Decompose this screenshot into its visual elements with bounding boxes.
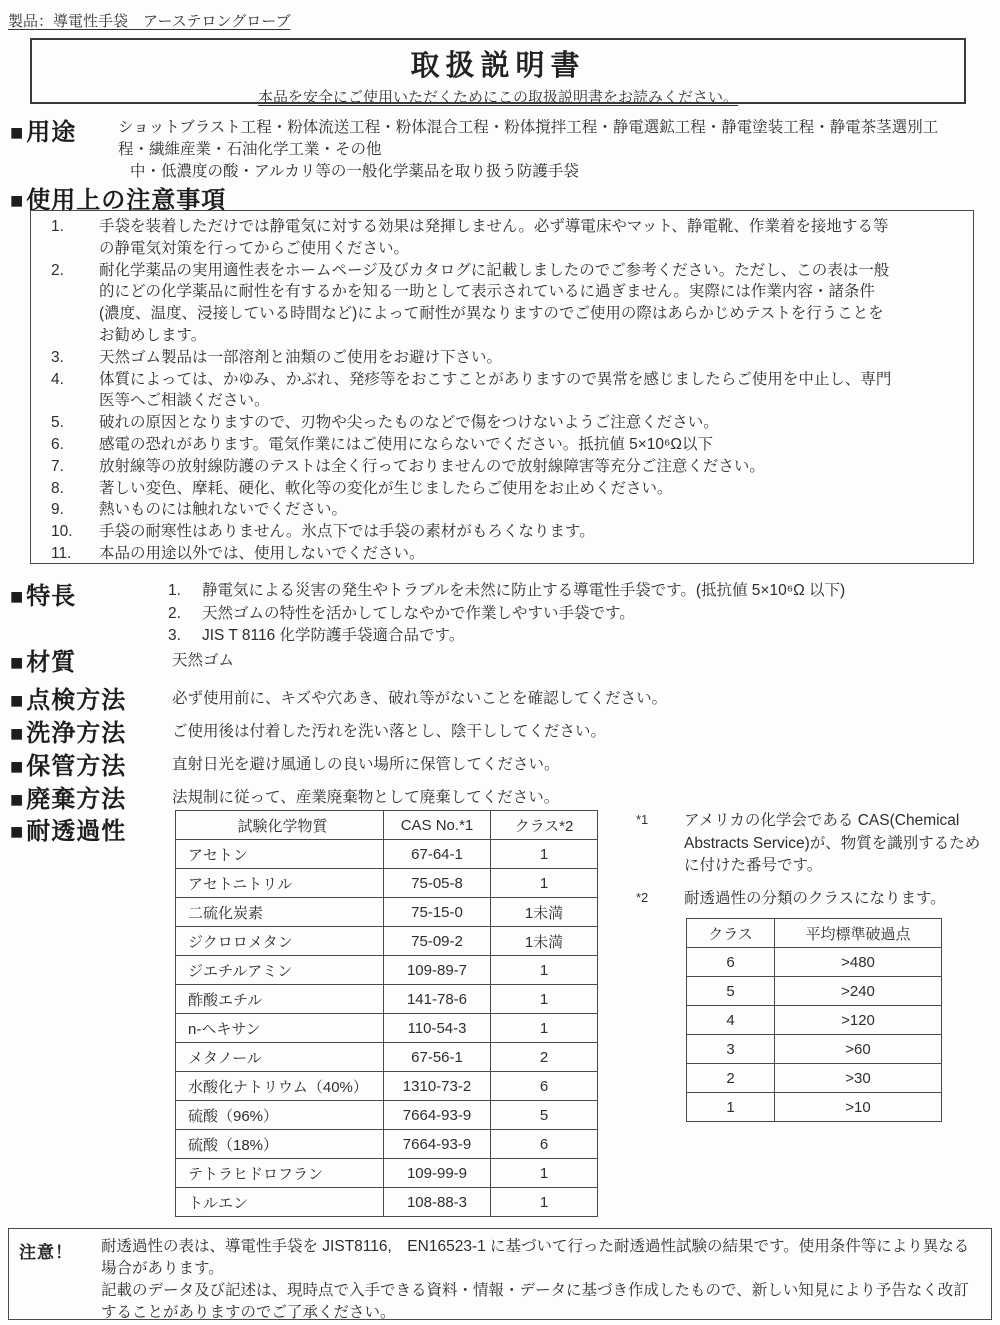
table-row [687, 948, 942, 977]
cell-chemical: 硫酸（18%） [176, 1130, 384, 1159]
item-number: 6. [51, 435, 64, 453]
precaution-item [31, 369, 973, 413]
item-number: 1. [51, 218, 64, 235]
item-text: 放射線等の放射線防護のテストは全く行っておりませんので放射線障害等充分ご注意ください。 [99, 457, 765, 475]
cell-class: 1 [687, 1093, 775, 1122]
cell-cas: 7664-93-9 [384, 1101, 491, 1130]
cell-class: 1 [491, 1188, 598, 1217]
section-heading-storage: ■保管方法 [10, 753, 127, 780]
cell-cas: 75-15-0 [384, 898, 491, 927]
material-text: 天然ゴム [172, 652, 235, 669]
cell-class: 6 [491, 1130, 598, 1159]
cell-chemical: n-ヘキサン [176, 1014, 384, 1043]
section-bullet-icon: ■ [10, 721, 25, 746]
cell-breakthrough: >480 [775, 948, 942, 977]
cell-breakthrough: >240 [775, 977, 942, 1006]
cell-cas: 75-05-8 [384, 869, 491, 898]
cell-cas: 141-78-6 [384, 985, 491, 1014]
cell-class: 5 [491, 1101, 598, 1130]
table-row [687, 1093, 942, 1122]
precaution-item [31, 434, 973, 456]
table-row [176, 898, 598, 927]
washing-text: ご使用後は付着した汚れを洗い落とし、陰干ししてください。 [172, 723, 607, 740]
class-table [686, 918, 942, 1122]
section-heading-features: ■特長 [10, 583, 77, 610]
item-text: 体質によっては、かゆみ、かぶれ、発疹等をおこすことがありますので異常を感じましたらご使用を中止し、専門医等へご相談ください。 [99, 370, 892, 410]
item-text: 手袋の耐寒性はありません。氷点下では手袋の素材がもろくなります。 [99, 523, 595, 541]
item-number: 5. [51, 414, 64, 432]
item-text: 著しい変色、摩耗、硬化、軟化等の変化が生じましたらご使用をお止めください。 [99, 479, 673, 497]
item-text: JIS T 8116 化学防護手袋適合品です。 [202, 627, 465, 644]
cell-chemical: 水酸化ナトリウム（40%） [176, 1072, 384, 1101]
section-heading-inspection: ■点検方法 [10, 687, 127, 714]
section-heading-usage: ■用途 [10, 119, 77, 146]
cell-chemical: トルエン [176, 1188, 384, 1217]
table-row [176, 1130, 598, 1159]
item-text: 耐化学薬品の実用適性表をホームページ及びカタログに記載しましたのでご参考ください。ただし、この表は一般的にどの化学薬品に耐性を有するかを知る一助として表示されているに過ぎません。実際には作業内容・諸条件(濃度、温度、浸接している時間など)によって耐性が異なりますのでご使用の際はあらかじめテストを行うことをお勧めします。 [99, 261, 890, 344]
cell-breakthrough: >30 [775, 1064, 942, 1093]
caution-box [8, 1228, 992, 1320]
cell-chemical: 二硫化炭素 [176, 898, 384, 927]
section-bullet-icon: ■ [10, 650, 25, 675]
cell-chemical: ジエチルアミン [176, 956, 384, 985]
col-header-chemical: 試験化学物質 [176, 811, 384, 840]
cell-cas: 67-56-1 [384, 1043, 491, 1072]
cell-cas: 7664-93-9 [384, 1130, 491, 1159]
table-row [176, 956, 598, 985]
cell-class: 4 [687, 1006, 775, 1035]
inspection-text: 必ず使用前に、キズや穴あき、破れ等がないことを確認してください。 [172, 690, 668, 707]
footnote-2-text: 耐透過性の分類のクラスになります。 [684, 890, 946, 907]
section-heading-permeation: ■耐透過性 [10, 818, 127, 845]
cell-cas: 1310-73-2 [384, 1072, 491, 1101]
cell-class: 1 [491, 1159, 598, 1188]
section-heading-precautions: ■使用上の注意事項 [10, 187, 227, 214]
cell-cas: 75-09-2 [384, 927, 491, 956]
usage-content [118, 117, 964, 183]
table-row [176, 1014, 598, 1043]
table-row [687, 1006, 942, 1035]
col-header-cas: CAS No.*1 [384, 811, 491, 840]
feature-item [168, 580, 968, 603]
precaution-item [31, 521, 973, 543]
item-number: 9. [51, 501, 64, 519]
table-row [176, 1043, 598, 1072]
item-text: 本品の用途以外では、使用しないでください。 [99, 544, 425, 562]
title-box [30, 38, 966, 104]
item-number: 7. [51, 457, 64, 475]
precaution-item [31, 499, 973, 521]
cell-class: 1 [491, 840, 598, 869]
cell-class: 1未満 [491, 898, 598, 927]
cell-chemical: ジクロロメタン [176, 927, 384, 956]
cell-breakthrough: >10 [775, 1093, 942, 1122]
cell-class: 5 [687, 977, 775, 1006]
section-bullet-icon: ■ [10, 688, 25, 713]
item-number: 2. [168, 604, 181, 622]
cell-breakthrough: >120 [775, 1006, 942, 1035]
item-number: 1. [168, 582, 181, 599]
col-header-breakthrough: 平均標準破過点 [775, 919, 942, 948]
cell-class: 6 [687, 948, 775, 977]
precaution-item [31, 260, 973, 347]
cell-class: 1 [491, 1014, 598, 1043]
item-text: 静電気による災害の発生やトラブルを未然に防止する導電性手袋です。(抵抗値 5×10⁶Ω 以下) [202, 582, 846, 599]
cell-chemical: アセトン [176, 840, 384, 869]
cell-cas: 108-88-3 [384, 1188, 491, 1217]
cell-cas: 110-54-3 [384, 1014, 491, 1043]
cell-cas: 109-89-7 [384, 956, 491, 985]
cell-class: 6 [491, 1072, 598, 1101]
item-text: 手袋を装着しただけでは静電気に対する効果は発揮しません。必ず導電床やマット、静電靴、作業着を接地する等の静電気対策を行ってからご使用ください。 [99, 218, 889, 257]
cell-class: 1未満 [491, 927, 598, 956]
table-row [687, 977, 942, 1006]
table-row [176, 1159, 598, 1188]
feature-item [168, 603, 968, 626]
cell-cas: 67-64-1 [384, 840, 491, 869]
item-number: 4. [51, 370, 64, 388]
usage-line-1: ショットブラスト工程・粉体流送工程・粉体混合工程・粉体撹拌工程・静電選鉱工程・静電塗装工程・静電茶茎選別工程・繊維産業・石油化学工業・その他 [118, 119, 939, 158]
item-number: 11. [51, 544, 72, 562]
col-header-class: クラス*2 [491, 811, 598, 840]
item-number: 10. [51, 523, 73, 541]
precaution-item [31, 412, 973, 434]
table-row [176, 840, 598, 869]
section-heading-material: ■材質 [10, 649, 77, 676]
section-heading-disposal: ■廃棄方法 [10, 786, 127, 813]
precaution-item [31, 347, 973, 369]
cell-class: 1 [491, 985, 598, 1014]
section-bullet-icon: ■ [10, 754, 25, 779]
col-header-class: クラス [687, 919, 775, 948]
product-line: 製品：導電性手袋 アーステロングローブ [8, 13, 291, 30]
section-bullet-icon: ■ [10, 819, 25, 844]
table-row [176, 869, 598, 898]
cell-chemical: 酢酸エチル [176, 985, 384, 1014]
caution-paragraph-1: 耐透過性の表は、導電性手袋を JIST8116, EN16523-1 に基づいて行った耐透過性試験の結果です。使用条件等により異なる場合があります。 [101, 1238, 970, 1277]
features-list [168, 580, 968, 648]
item-number: 8. [51, 479, 64, 497]
cell-chemical: 硫酸（96%） [176, 1101, 384, 1130]
section-bullet-icon: ■ [10, 188, 25, 213]
table-row [176, 1188, 598, 1217]
section-bullet-icon: ■ [10, 120, 25, 145]
table-row [176, 985, 598, 1014]
cell-chemical: アセトニトリル [176, 869, 384, 898]
footnote-1-text: アメリカの化学会である CAS(Chemical Abstracts Service)が、物質を識別するために付けた番号です。 [684, 812, 981, 874]
cell-class: 2 [491, 1043, 598, 1072]
item-text: 天然ゴム製品は一部溶剤と油類のご使用をお避け下さい。 [99, 348, 503, 366]
precaution-item [31, 478, 973, 500]
table-header-row [687, 919, 942, 948]
section-bullet-icon: ■ [10, 787, 25, 812]
cell-class: 1 [491, 869, 598, 898]
table-row [176, 927, 598, 956]
item-text: 破れの原因となりますので、刃物や尖ったものなどで傷をつけないようご注意ください。 [99, 414, 719, 432]
item-text: 天然ゴムの特性を活かしてしなやかで作業しやすい手袋です。 [202, 604, 635, 622]
table-row [687, 1035, 942, 1064]
cell-class: 1 [491, 956, 598, 985]
footnote-1-marker: *1 [636, 812, 649, 827]
precaution-item [31, 543, 973, 564]
cell-breakthrough: >60 [775, 1035, 942, 1064]
table-row [687, 1064, 942, 1093]
precaution-item [31, 216, 973, 260]
item-number: 3. [51, 348, 64, 366]
table-row [176, 1072, 598, 1101]
table-header-row [176, 811, 598, 840]
footnote-2-marker: *2 [636, 890, 649, 905]
caution-paragraph-2: 記載のデータ及び記述は、現時点で入手できる資料・情報・データに基づき作成したもので、新しい知見により予告なく改訂することがありますのでご了承ください。 [101, 1282, 969, 1321]
precaution-item [31, 456, 973, 478]
page-subtitle: 本品を安全にご使用いただくためにこの取扱説明書をお読みください。 [257, 89, 738, 106]
section-heading-washing: ■洗浄方法 [10, 720, 127, 747]
caution-label: 注意！ [19, 1243, 73, 1262]
usage-line-2: 中・低濃度の酸・アルカリ等の一般化学薬品を取り扱う防護手袋 [130, 163, 579, 180]
disposal-text: 法規制に従って、産業廃棄物として廃棄してください。 [172, 789, 560, 806]
cell-class: 2 [687, 1064, 775, 1093]
item-text: 熱いものには触れないでください。 [99, 501, 348, 519]
item-number: 3. [168, 627, 181, 644]
cell-chemical: メタノール [176, 1043, 384, 1072]
caution-text [101, 1236, 981, 1324]
cell-cas: 109-99-9 [384, 1159, 491, 1188]
precautions-box [30, 210, 974, 564]
item-number: 2. [51, 261, 64, 279]
cell-class: 3 [687, 1035, 775, 1064]
section-bullet-icon: ■ [10, 584, 25, 609]
feature-item [168, 625, 968, 648]
cell-chemical: テトラヒドロフラン [176, 1159, 384, 1188]
storage-text: 直射日光を避け風通しの良い場所に保管してください。 [172, 756, 560, 773]
item-text: 感電の恐れがあります。電気作業にはご使用にならないでください。抵抗値 5×10⁶Ω以下 [99, 435, 713, 453]
permeation-table [175, 810, 598, 1217]
page-title: 取扱説明書 [410, 50, 586, 82]
table-row [176, 1101, 598, 1130]
